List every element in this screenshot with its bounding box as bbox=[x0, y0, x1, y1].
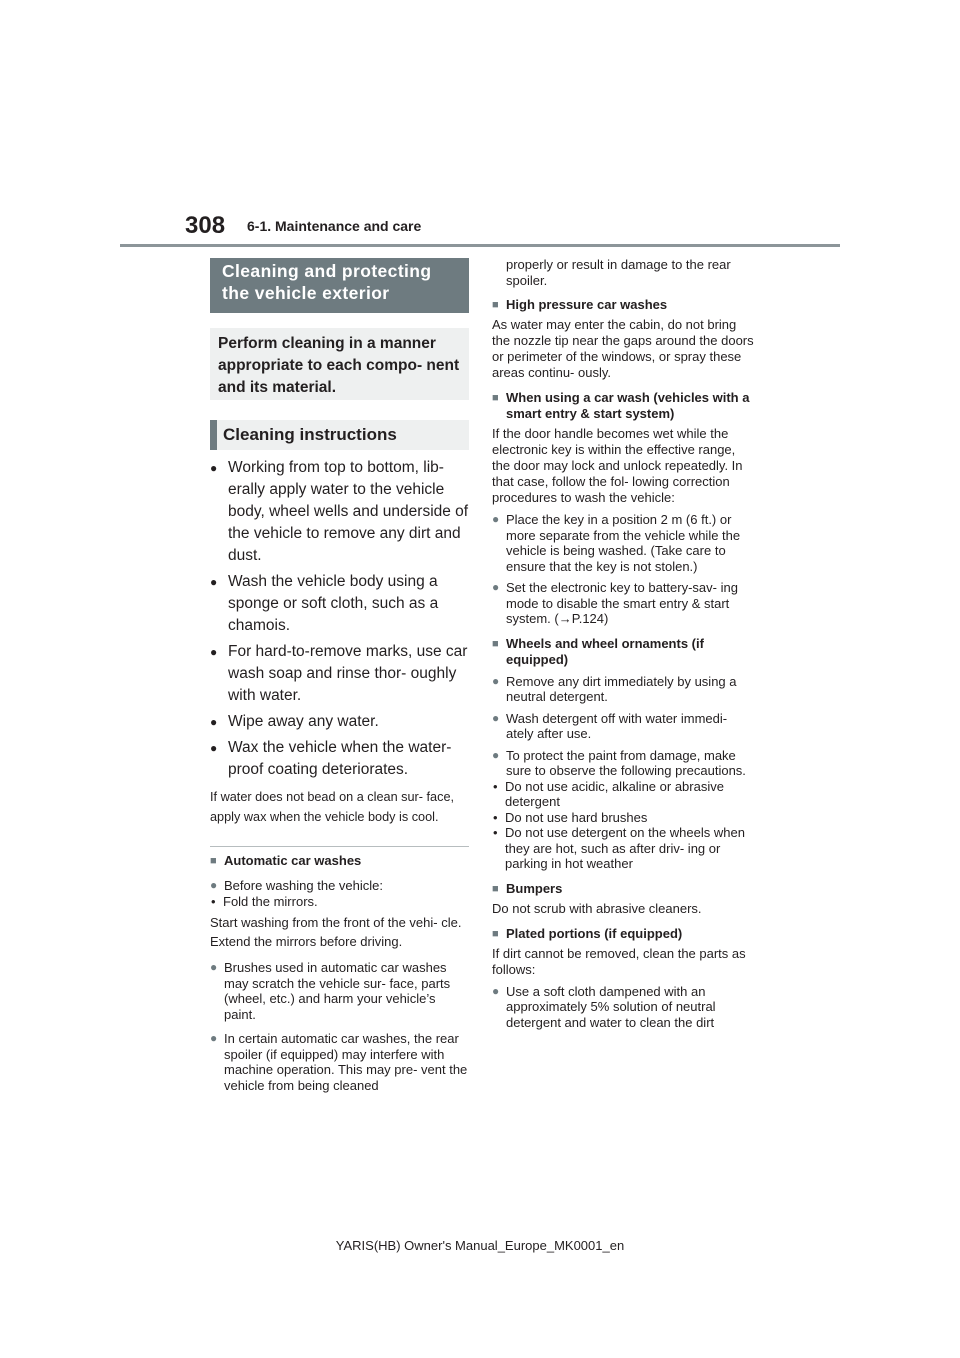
smart-entry-text: If the door handle becomes wet while the electronic key is within the effective range, the door may lock and unlock repeatedly. In that case, follow the fol- lowing correction procedures to wash the vehicle: bbox=[492, 426, 743, 505]
list-item: ● Wash detergent off with water immedi- ately after use. bbox=[492, 711, 754, 742]
list-item: ● For hard-to-remove marks, use car wash soap and rinse thor- oughly with water. bbox=[210, 641, 469, 707]
right-column bbox=[492, 257, 754, 1030]
list-item: ● Remove any dirt immediately by using a neutral detergent. bbox=[492, 674, 754, 705]
plated-portions-heading: ■ Plated portions (if equipped) bbox=[492, 926, 754, 942]
cleaning-steps-list bbox=[210, 457, 469, 781]
list-item: ● In certain automatic car washes, the rear spoiler (if equipped) may interfere with machine operation. This may pre- vent the vehicle from being cleaned bbox=[210, 1031, 469, 1093]
page-title: Cleaning and protecting the vehicle exterior bbox=[210, 258, 469, 313]
high-pressure-heading: ■ High pressure car washes bbox=[492, 297, 754, 313]
plated-portions-text: If dirt cannot be removed, clean the parts as follows: bbox=[492, 945, 746, 977]
list-item: ● Working from top to bottom, lib- erally apply water to the vehicle body, wheel wells and underside of the vehicle to remove any dirt and dust. bbox=[210, 457, 469, 567]
wheels-heading: ■ Wheels and wheel ornaments (if equipped) bbox=[492, 636, 754, 668]
list-item: ● Wipe away any water. bbox=[210, 711, 469, 733]
continued-text-body: properly or result in damage to the rear spoiler. bbox=[506, 257, 731, 288]
left-column bbox=[210, 258, 469, 1093]
section-title: 6-1. Maintenance and care bbox=[247, 218, 422, 234]
high-pressure-text: As water may enter the cabin, do not bring the nozzle tip near the gaps around the doors or perimeter of the windows, or spray these areas continu- ously. bbox=[492, 317, 754, 380]
footer: YARIS(HB) Owner's Manual_Europe_MK0001_en bbox=[335, 1238, 625, 1253]
list-item: • Fold the mirrors. bbox=[210, 894, 469, 910]
list-item: ● To protect the paint from damage, make sure to observe the following precautions. bbox=[492, 748, 754, 779]
list-item: ● Brushes used in automatic car washes may scratch the vehicle sur- face, parts (wheel, etc.) and harm your vehicle’s paint. bbox=[210, 960, 469, 1022]
list-item: ● Before washing the vehicle: bbox=[210, 878, 469, 894]
continued-text bbox=[492, 257, 754, 288]
list-item: ● Place the key in a position 2 m (6 ft.) or more separate from the vehicle while the vehicle is being washed. (Take care to ensure that the key is not stolen.) bbox=[492, 512, 754, 574]
smart-entry-heading: ■ When using a car wash (vehicles with a smart entry & start system) bbox=[492, 390, 754, 422]
wax-note: If water does not bead on a clean sur- face, apply wax when the vehicle body is cool. bbox=[210, 790, 455, 824]
intro-box: Perform cleaning in a manner appropriate to each compo- nent and its material. bbox=[210, 328, 469, 400]
mirror-note: Start washing from the front of the vehi- cle. Extend the mirrors before driving. bbox=[210, 915, 462, 949]
header-rule bbox=[120, 244, 840, 247]
list-item: ● Use a soft cloth dampened with an approximately 5% solution of neutral detergent and water to clean the dirt bbox=[492, 984, 754, 1031]
list-item: ● Wash the vehicle body using a sponge or soft cloth, such as a chamois. bbox=[210, 571, 469, 637]
precautions-list bbox=[492, 779, 754, 872]
list-item: ● Set the electronic key to battery-sav- ing mode to disable the smart entry & start system. (→P.124) bbox=[492, 580, 754, 627]
automatic-car-washes-heading: ■ Automatic car washes bbox=[210, 853, 469, 869]
cleaning-instructions-heading: Cleaning instructions bbox=[210, 420, 469, 450]
list-item: • Do not use acidic, alkaline or abrasive detergent bbox=[492, 779, 754, 810]
list-item: • Do not use detergent on the wheels when they are hot, such as after driv- ing or parking in hot weather bbox=[492, 825, 754, 872]
list-item: ● Wax the vehicle when the water- proof coating deteriorates. bbox=[210, 737, 469, 781]
bumpers-heading: ■ Bumpers bbox=[492, 881, 754, 897]
list-item: • Do not use hard brushes bbox=[492, 810, 754, 826]
page-number: 308 bbox=[185, 212, 226, 239]
mirror-sub-list bbox=[210, 894, 469, 910]
bumpers-text: Do not scrub with abrasive cleaners. bbox=[492, 900, 702, 916]
